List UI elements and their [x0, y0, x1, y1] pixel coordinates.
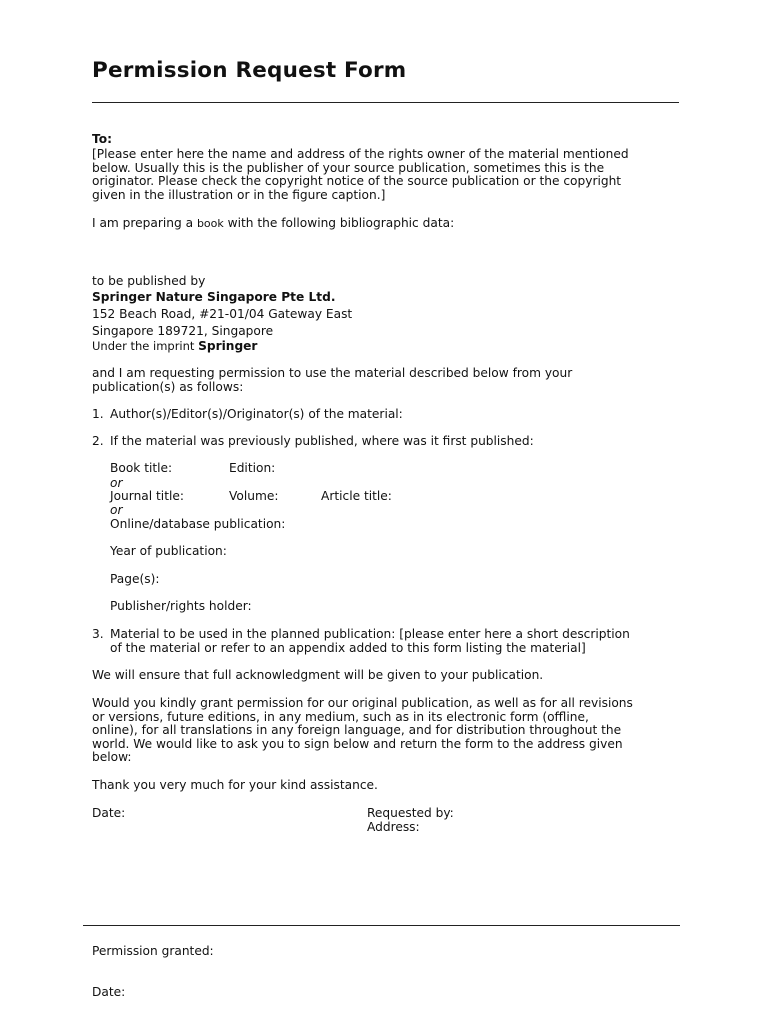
item3-text	[110, 628, 682, 655]
preparing-suffix: with the following bibliographic data:	[223, 216, 455, 230]
online-publication-label: Online/database publication:	[110, 517, 286, 531]
to-instructions-line: below. Usually this is the publisher of your source publication, sometimes this is the	[92, 160, 605, 175]
item3-line: Material to be used in the planned publication: [please enter here a short description	[110, 627, 630, 641]
title-divider	[92, 102, 679, 103]
grant-request	[92, 697, 682, 765]
edition-label: Edition:	[229, 461, 276, 475]
address-label: Address:	[367, 820, 420, 834]
or-label: or	[110, 503, 123, 517]
pages-label: Page(s):	[110, 572, 160, 586]
publisher-name: Springer Nature Singapore Pte Ltd.	[92, 290, 336, 304]
grant-line: or versions, future editions, in any medium, such as in its electronic form (offline,	[92, 709, 589, 724]
item3-line: of the material or refer to an appendix added to this form listing the material]	[110, 640, 586, 655]
request-line: and I am requesting permission to use the material described below from your	[92, 366, 573, 380]
rights-holder-label: Publisher/rights holder:	[110, 599, 252, 613]
request-statement	[92, 367, 682, 394]
item2-number: 2.	[92, 434, 104, 448]
to-label: To:	[92, 132, 112, 146]
imprint-prefix: Under the imprint	[92, 339, 199, 353]
item2-text: If the material was previously published, where was it first published:	[110, 434, 534, 448]
item3-number: 3.	[92, 627, 104, 641]
book-title-label: Book title:	[110, 461, 173, 475]
item1-text: Author(s)/Editor(s)/Originator(s) of the material:	[110, 407, 403, 421]
thanks-statement: Thank you very much for your kind assistance.	[92, 778, 378, 792]
footer-divider	[83, 925, 680, 926]
preparing-prefix: I am preparing a	[92, 216, 197, 230]
permission-granted-label: Permission granted:	[92, 944, 214, 958]
footer-date-label: Date:	[92, 985, 126, 999]
volume-label: Volume:	[229, 489, 279, 503]
preparing-statement	[92, 217, 454, 231]
request-line: publication(s) as follows:	[92, 379, 244, 394]
acknowledgment-statement: We will ensure that full acknowledgment will be given to your publication.	[92, 668, 544, 682]
to-instructions-line: originator. Please check the copyright notice of the source publication or the copyright	[92, 174, 622, 189]
journal-title-label: Journal title:	[110, 489, 184, 503]
requested-by-label: Requested by:	[367, 806, 454, 820]
date-label: Date:	[92, 806, 126, 820]
article-title-label: Article title:	[321, 489, 392, 503]
publisher-address-line2: Singapore 189721, Singapore	[92, 324, 274, 338]
or-label: or	[110, 476, 123, 490]
imprint-name: Springer	[198, 339, 258, 353]
to-instructions-line: given in the illustration or in the figure caption.]	[92, 187, 386, 202]
grant-line: online), for all translations in any foreign language, and for distribution throughout the	[92, 723, 622, 738]
to-instructions	[92, 148, 682, 202]
publisher-address-line1: 152 Beach Road, #21-01/04 Gateway East	[92, 307, 353, 321]
publication-type: book	[196, 217, 224, 230]
page-title: Permission Request Form	[92, 58, 407, 83]
item1-number: 1.	[92, 407, 104, 421]
grant-line: Would you kindly grant permission for our original publication, as well as for all revisions	[92, 696, 633, 710]
to-instructions-line: [Please enter here the name and address of the rights owner of the material mentioned	[92, 147, 629, 161]
year-label: Year of publication:	[110, 544, 227, 558]
publisher-imprint	[92, 340, 257, 354]
grant-line: below:	[92, 750, 132, 765]
publisher-intro: to be published by	[92, 274, 206, 288]
grant-line: world. We would like to ask you to sign below and return the form to the address given	[92, 736, 623, 751]
